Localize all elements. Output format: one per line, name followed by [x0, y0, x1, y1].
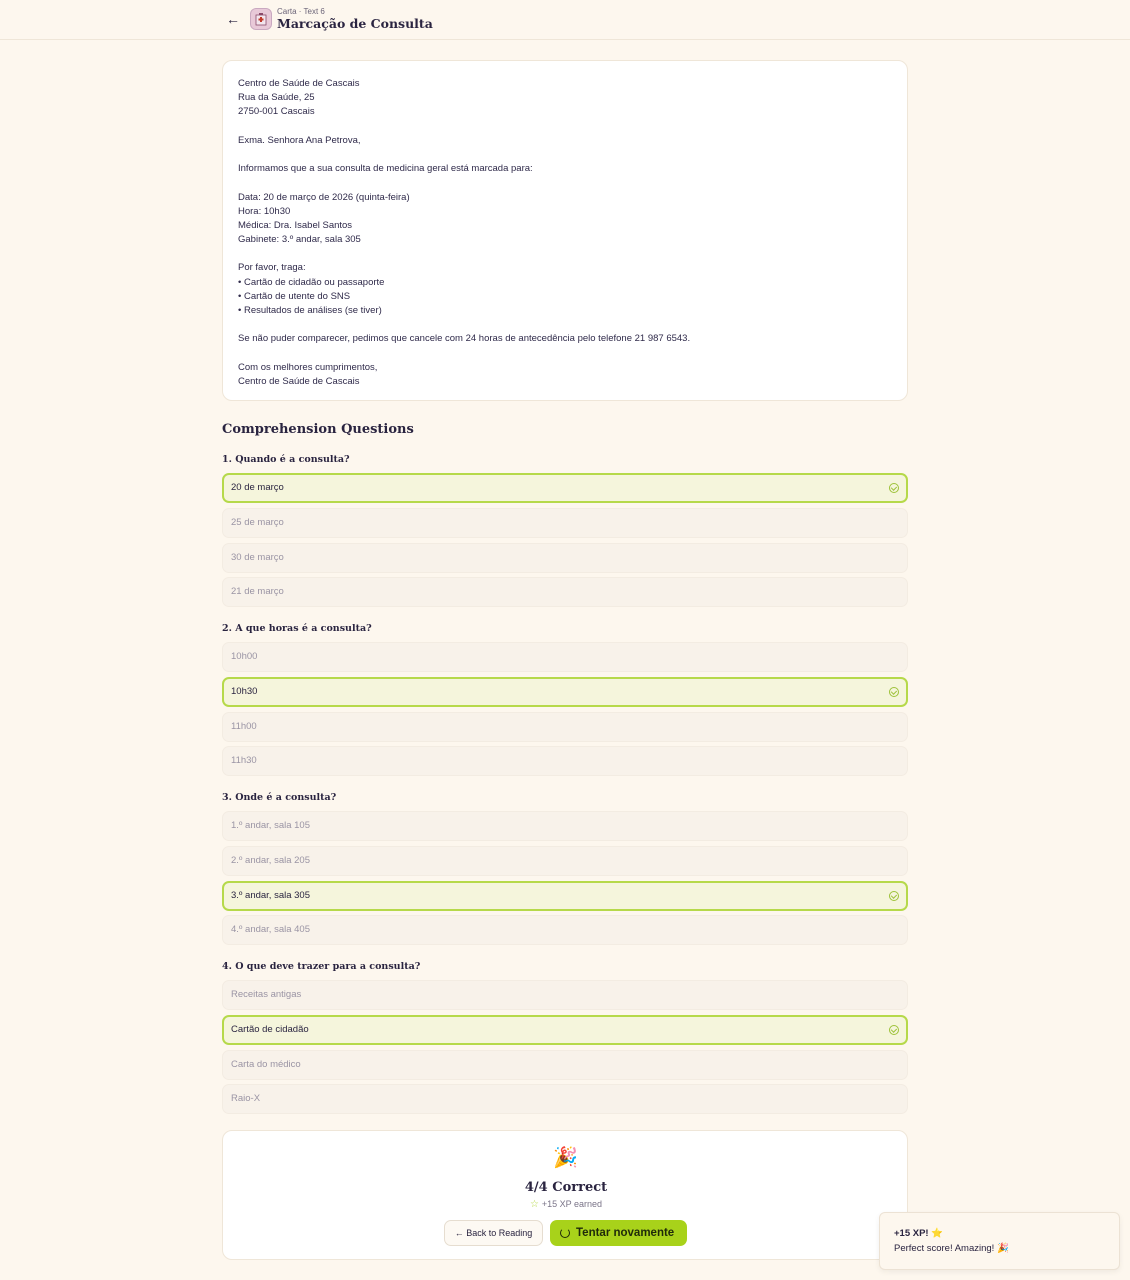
check-circle-icon — [889, 1025, 899, 1035]
star-icon: ☆ — [529, 1199, 539, 1210]
toast-notification — [879, 1212, 1120, 1270]
answer-option-label: 20 de março — [231, 482, 284, 493]
back-to-reading-button[interactable]: ← Back to Reading — [444, 1220, 543, 1246]
retry-icon — [560, 1228, 570, 1238]
answer-option-label: 4.º andar, sala 405 — [231, 924, 311, 936]
letter-line: Centro de Saúde de Cascais — [238, 78, 360, 89]
answer-option[interactable] — [222, 543, 908, 573]
party-popper-icon: 🎉 — [553, 1147, 578, 1169]
answer-option-correct[interactable] — [222, 1015, 908, 1045]
letter-line: Hora: 10h30 — [238, 205, 291, 217]
answer-option[interactable] — [222, 980, 908, 1010]
letter-line: Exma. Senhora Ana Petrova, — [238, 134, 361, 146]
answer-option[interactable] — [222, 846, 908, 876]
hospital-icon — [250, 8, 272, 30]
xp-earned-label: +15 XP earned — [541, 1199, 603, 1209]
answer-option-label: 2.º andar, sala 205 — [231, 854, 311, 866]
letter-line: • Cartão de utente do SNS — [238, 290, 351, 302]
letter-card — [222, 60, 908, 401]
answer-option-correct[interactable] — [222, 881, 908, 911]
letter-line: Rua da Saúde, 25 — [238, 92, 315, 104]
check-circle-icon — [889, 687, 899, 697]
answer-option-label: 30 de março — [231, 551, 284, 563]
toast-message: Perfect score! Amazing! 🎉 — [894, 1243, 1009, 1254]
answer-option[interactable] — [222, 915, 908, 945]
answer-option-label: 11h00 — [231, 720, 257, 732]
answer-option[interactable] — [222, 1084, 908, 1114]
letter-line: • Resultados de análises (se tiver) — [238, 305, 382, 316]
answer-option-correct[interactable] — [222, 677, 908, 707]
answer-option-label: 1.º andar, sala 105 — [231, 820, 311, 831]
letter-line: Por favor, traga: — [238, 262, 306, 274]
letter-line — [238, 318, 892, 332]
answer-option[interactable] — [222, 577, 908, 607]
answer-option-label: 25 de março — [231, 516, 284, 528]
answer-option-label: Raio-X — [231, 1093, 261, 1105]
answer-option-label: Carta do médico — [231, 1058, 301, 1070]
breadcrumb: Carta · Text 6 — [277, 7, 325, 16]
answer-option-label: Receitas antigas — [231, 989, 302, 1000]
question-title: 3. Onde é a consulta? — [222, 792, 337, 803]
letter-line: Gabinete: 3.º andar, sala 305 — [238, 234, 361, 246]
answer-option-label: 10h00 — [231, 651, 258, 662]
result-card — [222, 1130, 908, 1260]
answer-option[interactable] — [222, 642, 908, 672]
check-circle-icon — [889, 483, 899, 493]
letter-line — [238, 347, 892, 361]
letter-line: 2750-001 Cascais — [238, 106, 315, 118]
letter-line — [238, 247, 892, 261]
answer-option[interactable] — [222, 1050, 908, 1080]
letter-line: • Cartão de cidadão ou passaporte — [238, 276, 385, 288]
letter-line: Se não puder comparecer, pedimos que cancele com 24 horas de antecedência pelo telefone 21 987 6543. — [238, 333, 691, 345]
letter-line — [238, 148, 892, 162]
page-title: Marcação de Consulta — [277, 16, 433, 31]
letter-line: Centro de Saúde de Cascais — [238, 375, 360, 387]
retry-button[interactable] — [550, 1220, 687, 1246]
answer-option[interactable] — [222, 712, 908, 742]
question-title: 4. O que deve trazer para a consulta? — [222, 961, 421, 972]
answer-option[interactable] — [222, 746, 908, 776]
score-text: 4/4 Correct — [524, 1180, 608, 1195]
letter-line: Informamos que a sua consulta de medicina geral está marcada para: — [238, 163, 533, 175]
question-block — [222, 790, 908, 950]
letter-line — [238, 120, 892, 134]
answer-option[interactable] — [222, 811, 908, 841]
check-circle-icon — [889, 891, 899, 901]
back-arrow-icon[interactable]: ← — [226, 11, 240, 27]
letter-line: Com os melhores cumprimentos, — [238, 361, 378, 373]
answer-option[interactable] — [222, 508, 908, 538]
answer-option-label: Cartão de cidadão — [231, 1023, 309, 1035]
retry-label: Tentar novamente — [576, 1227, 675, 1239]
answer-option-label: 10h30 — [231, 685, 258, 697]
question-block — [222, 452, 908, 612]
question-title: 2. A que horas é a consulta? — [222, 623, 372, 634]
answer-option-correct[interactable] — [222, 473, 908, 503]
answer-option-label: 11h30 — [231, 755, 257, 767]
answer-option-label: 21 de março — [231, 586, 284, 598]
question-block — [222, 959, 908, 1119]
letter-line — [238, 176, 892, 190]
section-title: Comprehension Questions — [222, 422, 414, 437]
toast-title: +15 XP! ⭐ — [894, 1228, 944, 1239]
top-bar — [0, 0, 1130, 40]
letter-line: Data: 20 de março de 2026 (quinta-feira) — [238, 191, 410, 203]
question-block — [222, 621, 908, 781]
xp-earned — [223, 1199, 909, 1210]
answer-option-label: 3.º andar, sala 305 — [231, 889, 311, 901]
letter-line: Médica: Dra. Isabel Santos — [238, 219, 353, 231]
question-title: 1. Quando é a consulta? — [222, 454, 350, 465]
